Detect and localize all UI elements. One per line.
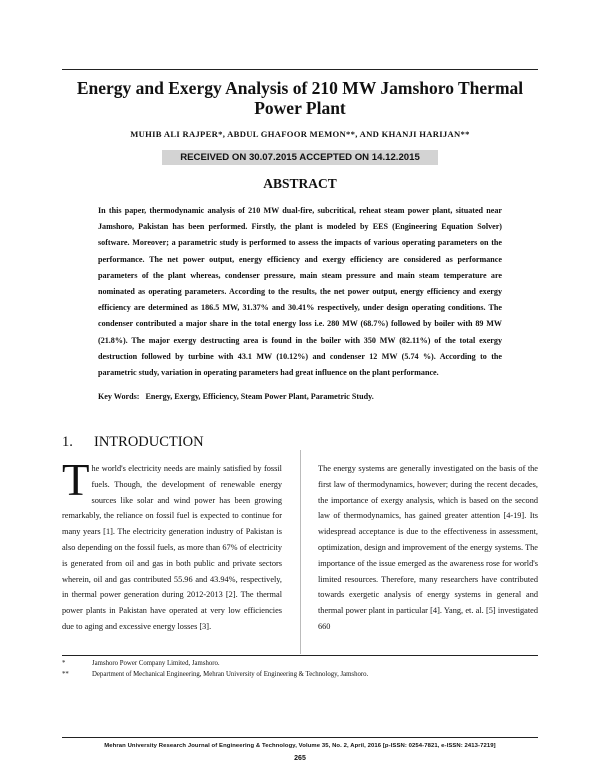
journal-citation: Mehran University Research Journal of Engineering & Technology, Volume 35, No. 2, April, 2016 [p-ISSN: 0254-7821, e-ISSN: 2413-7219]: [104, 743, 496, 749]
footnote-text: Department of Mechanical Engineering, Mehran University of Engineering & Technology, Jamshoro.: [92, 671, 369, 678]
received-accepted-banner: RECEIVED ON 30.07.2015 ACCEPTED ON 14.12.2015: [162, 150, 438, 165]
abstract-heading: ABSTRACT: [263, 176, 337, 191]
drop-cap: T: [62, 455, 90, 505]
footnote-mark: **: [62, 671, 69, 678]
abstract-text: In this paper, thermodynamic analysis of 210 MW dual-fire, subcritical, reheat steam power plant, situated near Jamshoro, Pakistan has been performed. Firstly, the plant is modeled by EES (Engineering Equation Solver) software. Moreover; a parametric study is performed to assess the impacts of various operating parameters on the performance. The net power output, energy efficiency and exergy efficiency are considered as performance parameters of the plant whereas, condenser pressure, main steam pressure and main steam temperature are nominated as operating parameters. According to the results, the net power output, energy efficiency and exergy efficiency are determined as 186.5 MW, 31.37% and 30.41% respectively, under design operating conditions. The condenser contributed a major share in the total energy loss i.e. 280 MW (68.7%) followed by boiler with 89 MW (21.8%). The major exergy destructing area is found in the boiler with 350 MW (82.11%) of the total exergy destruction followed by turbine with 43.1 MW (10.12%) and condenser 12 MW (5.74 %). According to the parametric study, variation in operating parameters had great influence on the plant performance.: [98, 206, 502, 378]
intro-left-column: [62, 455, 282, 635]
header-rule: [62, 69, 538, 70]
keywords: [98, 392, 502, 401]
column-divider: [300, 450, 301, 654]
footnote-2: [62, 671, 368, 678]
section-heading-introduction: [62, 434, 204, 451]
keywords-text: Energy, Exergy, Efficiency, Steam Power Plant, Parametric Study.: [145, 392, 374, 401]
section-title: INTRODUCTION: [94, 434, 204, 450]
intro-left-text: he world's electricity needs are mainly satisfied by fossil fuels. Though, the development of renewable energy sources like solar and wind power has been growing remarkably, the reliance on fossil fuel is expected to continue for many years [1]. The electricity generation industry of Pakistan is also depending on the fossil fuels, as more than 67% of electricity is generated from oil and gas in both public and private sectors wherein, oil and gas contributed 55.96 and 43.94%, respectively, in thermal power generation during 2012-2013 [2]. The thermal power plants in Pakistan have operated at very low efficiencies due to aging and excessive energy losses [3].: [62, 464, 282, 631]
section-number: 1.: [62, 434, 73, 450]
intro-right-column: The energy systems are generally investigated on the basis of the first law of thermodynamics, however; during the recent decades, the importance of exergy analysis, which is based on the second law of thermodynamics, has gained greater attention [4-19]. Its widespread acceptance is due to the effectiveness in assessment, optimization, design and improvement of the energy systems. The importance of the issue emerged as the awareness rose for world's limited resources. Therefore, many researchers have contributed towards exergetic analysis of energy systems in general and thermal power plant in particular [4]. Yang, et. al. [5] investigated 660: [318, 464, 538, 631]
author-list: MUHIB ALI RAJPER*, ABDUL GHAFOOR MEMON**, AND KHANJI HARIJAN**: [130, 129, 470, 139]
page-number: 265: [294, 755, 306, 762]
footnote-rule: [62, 655, 538, 656]
footnote-1: [62, 660, 220, 667]
keywords-label: Key Words:: [98, 392, 140, 401]
paper-title: Energy and Exergy Analysis of 210 MW Jamshoro Thermal Power Plant: [76, 78, 524, 118]
footnote-mark: *: [62, 660, 66, 667]
footnote-text: Jamshoro Power Company Limited, Jamshoro.: [92, 660, 220, 667]
footer-rule: [62, 737, 538, 738]
